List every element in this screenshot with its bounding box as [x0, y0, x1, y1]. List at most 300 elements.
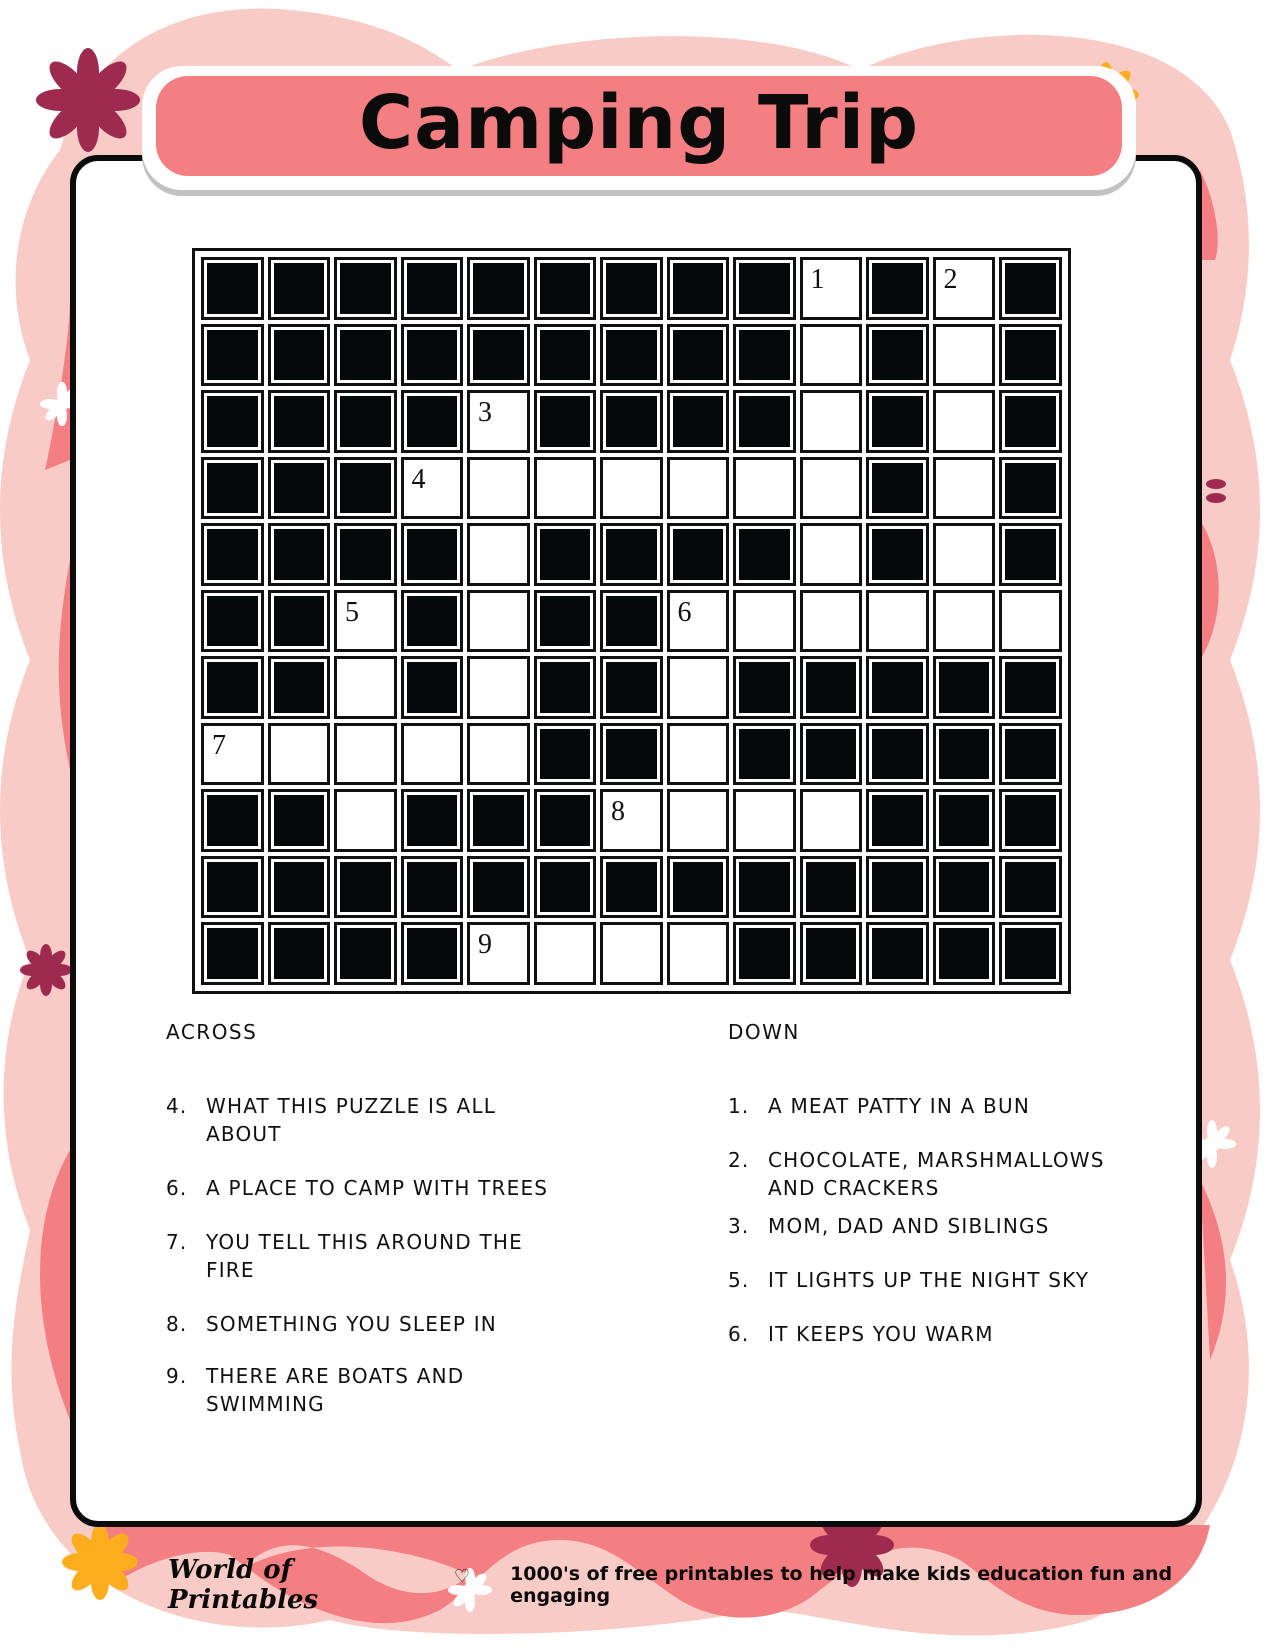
cell-box: [534, 856, 597, 919]
cell-box: [401, 856, 464, 919]
grid-cell-open[interactable]: [731, 455, 798, 522]
grid-cell-blocked: [199, 322, 266, 389]
grid-cell-blocked: [465, 787, 532, 854]
grid-cell-blocked: [997, 787, 1064, 854]
clue-item-text: IT LIGHTS UP THE NIGHT SKY: [768, 1268, 1090, 1292]
grid-cell-blocked: [266, 521, 333, 588]
clue-number: 8: [611, 796, 625, 827]
cell-box: [334, 590, 397, 653]
cell-box: [334, 656, 397, 719]
cell-box: [268, 523, 331, 586]
cell-box: [534, 723, 597, 786]
grid-cell-open[interactable]: [399, 455, 466, 522]
grid-cell-blocked: [997, 388, 1064, 455]
cell-box: [201, 324, 264, 387]
grid-cell-open[interactable]: [332, 654, 399, 721]
grid-cell-open[interactable]: [665, 588, 732, 655]
grid-cell-open[interactable]: [931, 322, 998, 389]
clue-item: [166, 1174, 566, 1202]
grid-cell-blocked: [731, 920, 798, 987]
grid-cell-blocked: [731, 521, 798, 588]
cell-box: [334, 856, 397, 919]
cell-box: [866, 390, 929, 453]
cell-box: [600, 257, 663, 320]
crossword-grid: [199, 255, 1064, 987]
clue-item: [728, 1320, 1128, 1348]
cell-box: [866, 723, 929, 786]
grid-cell-open[interactable]: [665, 455, 732, 522]
grid-cell-blocked: [598, 854, 665, 921]
heart-icon: ♡: [453, 1565, 471, 1587]
cell-box: [800, 723, 863, 786]
cell-box: [401, 390, 464, 453]
cell-box: [999, 324, 1062, 387]
grid-cell-blocked: [731, 322, 798, 389]
cell-box: [933, 922, 996, 985]
cell-box: [201, 856, 264, 919]
grid-cell-open[interactable]: [931, 255, 998, 322]
grid-cell-blocked: [931, 920, 998, 987]
grid-cell-blocked: [997, 854, 1064, 921]
grid-cell-open[interactable]: [532, 920, 599, 987]
cell-box: [733, 257, 796, 320]
cell-box: [534, 590, 597, 653]
cell-box: [401, 656, 464, 719]
cell-box: [800, 789, 863, 852]
grid-cell-open[interactable]: [798, 521, 865, 588]
grid-cell-open[interactable]: [665, 721, 732, 788]
clue-item-number: 3.: [728, 1214, 750, 1238]
grid-cell-blocked: [399, 787, 466, 854]
cell-box: [733, 590, 796, 653]
clue-item: [728, 1092, 1128, 1120]
cell-box: [600, 523, 663, 586]
grid-cell-blocked: [864, 654, 931, 721]
cell-box: [467, 590, 530, 653]
grid-cell-blocked: [598, 521, 665, 588]
grid-cell-blocked: [532, 654, 599, 721]
grid-cell-blocked: [532, 787, 599, 854]
cell-box: [201, 922, 264, 985]
cell-box: [467, 523, 530, 586]
footer-tagline: 1000's of free printables to help make kids education fun and engaging: [510, 1563, 1173, 1607]
grid-cell-blocked: [931, 721, 998, 788]
grid-cell-open[interactable]: [266, 721, 333, 788]
cell-box: [733, 656, 796, 719]
clue-item-text: MOM, DAD AND SIBLINGS: [768, 1214, 1050, 1238]
cell-box: [933, 457, 996, 520]
grid-cell-blocked: [399, 920, 466, 987]
grid-cell-open[interactable]: [931, 388, 998, 455]
grid-cell-blocked: [266, 322, 333, 389]
grid-cell-open[interactable]: [665, 787, 732, 854]
grid-cell-blocked: [598, 654, 665, 721]
cell-box: [334, 324, 397, 387]
grid-cell-blocked: [266, 588, 333, 655]
grid-cell-blocked: [532, 255, 599, 322]
cell-box: [467, 257, 530, 320]
down-clues: [728, 1020, 1128, 1374]
cell-box: [534, 922, 597, 985]
grid-cell-open[interactable]: [931, 455, 998, 522]
grid-cell-blocked: [731, 388, 798, 455]
grid-cell-blocked: [332, 322, 399, 389]
cell-box: [733, 390, 796, 453]
grid-cell-blocked: [931, 787, 998, 854]
cell-box: [667, 390, 730, 453]
grid-cell-blocked: [266, 654, 333, 721]
clue-number: 2: [943, 264, 958, 295]
grid-cell-blocked: [266, 388, 333, 455]
cell-box: [268, 856, 331, 919]
cell-box: [401, 922, 464, 985]
grid-cell-blocked: [731, 721, 798, 788]
clue-item: [728, 1146, 1128, 1202]
cell-box: [600, 922, 663, 985]
title-banner: [142, 66, 1136, 190]
cell-box: [800, 922, 863, 985]
cell-box: [268, 324, 331, 387]
grid-cell-open[interactable]: [798, 322, 865, 389]
grid-cell-blocked: [532, 322, 599, 389]
cell-box: [334, 457, 397, 520]
grid-cell-blocked: [798, 854, 865, 921]
cell-box: [401, 257, 464, 320]
grid-cell-blocked: [731, 255, 798, 322]
clue-item-number: 4.: [166, 1094, 188, 1118]
grid-cell-open[interactable]: [864, 588, 931, 655]
grid-cell-blocked: [731, 854, 798, 921]
grid-cell-open[interactable]: [798, 588, 865, 655]
grid-cell-blocked: [266, 920, 333, 987]
grid-cell-blocked: [332, 388, 399, 455]
grid-cell-blocked: [598, 255, 665, 322]
brand-logo: World of Printables: [168, 1555, 319, 1615]
cell-box: [733, 789, 796, 852]
grid-cell-blocked: [798, 721, 865, 788]
grid-cell-blocked: [465, 854, 532, 921]
clue-number: 9: [478, 929, 492, 960]
grid-cell-blocked: [997, 920, 1064, 987]
clue-number: 4: [411, 463, 426, 495]
cell-box: [933, 390, 996, 453]
grid-cell-blocked: [598, 721, 665, 788]
cell-box: [534, 457, 597, 520]
clue-item-number: 1.: [728, 1094, 750, 1118]
clue-number: 1: [810, 264, 825, 295]
grid-cell-blocked: [399, 654, 466, 721]
clue-number: 3: [478, 397, 492, 428]
across-clue-list: [166, 1092, 566, 1418]
clue-item-text: IT KEEPS YOU WARM: [768, 1322, 994, 1346]
cell-box: [600, 656, 663, 719]
cell-box: [999, 789, 1062, 852]
page-title: Camping Trip: [358, 80, 920, 166]
crossword-grid-frame: [192, 248, 1071, 994]
clue-item-text: WHAT THIS PUZZLE IS ALL ABOUT: [206, 1094, 497, 1146]
cell-box: [600, 324, 663, 387]
cell-box: [600, 457, 663, 520]
grid-cell-open[interactable]: [798, 455, 865, 522]
cell-box: [268, 257, 331, 320]
cell-box: [534, 390, 597, 453]
grid-cell-blocked: [864, 521, 931, 588]
cell-box: [800, 457, 863, 520]
grid-cell-open[interactable]: [332, 787, 399, 854]
cell-box: [201, 723, 264, 786]
grid-cell-blocked: [665, 255, 732, 322]
cell-box: [667, 789, 730, 852]
cell-box: [866, 590, 929, 653]
grid-cell-blocked: [399, 854, 466, 921]
across-heading: ACROSS: [166, 1020, 258, 1044]
cell-box: [999, 656, 1062, 719]
cell-box: [933, 324, 996, 387]
grid-cell-blocked: [598, 322, 665, 389]
grid-cell-blocked: [399, 588, 466, 655]
grid-cell-blocked: [997, 455, 1064, 522]
cell-box: [401, 590, 464, 653]
grid-cell-blocked: [199, 654, 266, 721]
cell-box: [800, 523, 863, 586]
grid-cell-blocked: [665, 322, 732, 389]
grid-cell-open[interactable]: [465, 920, 532, 987]
cell-box: [866, 523, 929, 586]
cell-box: [268, 922, 331, 985]
cell-box: [268, 390, 331, 453]
cell-box: [201, 590, 264, 653]
cell-box: [401, 789, 464, 852]
cell-box: [467, 723, 530, 786]
cell-box: [667, 324, 730, 387]
cell-box: [999, 523, 1062, 586]
grid-cell-blocked: [266, 255, 333, 322]
grid-cell-blocked: [199, 854, 266, 921]
grid-cell-open[interactable]: [332, 721, 399, 788]
grid-cell-open[interactable]: [798, 388, 865, 455]
grid-cell-open[interactable]: [532, 455, 599, 522]
grid-cell-open[interactable]: [598, 787, 665, 854]
grid-cell-blocked: [864, 255, 931, 322]
grid-cell-blocked: [997, 654, 1064, 721]
cell-box: [733, 523, 796, 586]
clue-item-number: 9.: [166, 1364, 188, 1388]
cell-box: [866, 324, 929, 387]
cell-box: [667, 523, 730, 586]
clue-item: [166, 1362, 566, 1418]
grid-cell-blocked: [864, 388, 931, 455]
cell-box: [667, 656, 730, 719]
cell-box: [334, 789, 397, 852]
cell-box: [467, 856, 530, 919]
cell-box: [201, 789, 264, 852]
cell-box: [534, 324, 597, 387]
cell-box: [933, 590, 996, 653]
grid-cell-open[interactable]: [997, 588, 1064, 655]
grid-cell-blocked: [199, 388, 266, 455]
footer: [168, 1555, 1276, 1615]
cell-box: [667, 723, 730, 786]
grid-cell-open[interactable]: [332, 588, 399, 655]
cell-box: [733, 723, 796, 786]
grid-cell-blocked: [864, 455, 931, 522]
cell-box: [933, 723, 996, 786]
cell-box: [201, 523, 264, 586]
cell-box: [999, 257, 1062, 320]
grid-cell-open[interactable]: [731, 588, 798, 655]
clue-number: 6: [677, 596, 692, 628]
grid-cell-blocked: [864, 322, 931, 389]
cell-box: [800, 390, 863, 453]
cell-box: [467, 656, 530, 719]
cell-box: [667, 590, 730, 653]
grid-cell-open[interactable]: [465, 588, 532, 655]
grid-cell-open[interactable]: [465, 388, 532, 455]
cell-box: [401, 723, 464, 786]
cell-box: [268, 723, 331, 786]
grid-cell-blocked: [931, 654, 998, 721]
cell-box: [467, 457, 530, 520]
clue-item-number: 5.: [728, 1268, 750, 1292]
cell-box: [933, 789, 996, 852]
grid-cell-open[interactable]: [798, 787, 865, 854]
cell-box: [600, 723, 663, 786]
clue-item-text: YOU TELL THIS AROUND THE FIRE: [206, 1230, 523, 1282]
cell-box: [467, 789, 530, 852]
clue-item-number: 7.: [166, 1230, 188, 1254]
grid-cell-open[interactable]: [665, 654, 732, 721]
cell-box: [933, 656, 996, 719]
cell-box: [999, 457, 1062, 520]
clue-item-number: 6.: [728, 1322, 750, 1346]
cell-box: [866, 922, 929, 985]
grid-cell-blocked: [399, 322, 466, 389]
cell-box: [866, 257, 929, 320]
cell-box: [334, 257, 397, 320]
cell-box: [600, 789, 663, 852]
cell-box: [334, 523, 397, 586]
grid-cell-open[interactable]: [798, 255, 865, 322]
grid-cell-blocked: [997, 521, 1064, 588]
cell-box: [401, 324, 464, 387]
across-clues: [166, 1020, 566, 1444]
grid-cell-open[interactable]: [665, 920, 732, 987]
cell-box: [866, 789, 929, 852]
grid-cell-open[interactable]: [199, 721, 266, 788]
cell-box: [201, 457, 264, 520]
cell-box: [334, 723, 397, 786]
cell-box: [268, 656, 331, 719]
clue-item: [728, 1266, 1128, 1294]
grid-cell-blocked: [532, 521, 599, 588]
grid-cell-blocked: [864, 787, 931, 854]
grid-cell-blocked: [665, 388, 732, 455]
grid-cell-open[interactable]: [598, 920, 665, 987]
cell-box: [933, 856, 996, 919]
grid-cell-blocked: [399, 388, 466, 455]
cell-box: [667, 922, 730, 985]
grid-cell-open[interactable]: [399, 721, 466, 788]
cell-box: [733, 457, 796, 520]
clue-item-number: 2.: [728, 1148, 750, 1172]
grid-cell-open[interactable]: [931, 521, 998, 588]
clue-item-number: 6.: [166, 1176, 188, 1200]
clue-item-text: SOMETHING YOU SLEEP IN: [206, 1312, 497, 1336]
title-bar: [156, 76, 1122, 176]
cell-box: [268, 457, 331, 520]
grid-cell-blocked: [332, 920, 399, 987]
grid-cell-open[interactable]: [465, 654, 532, 721]
cell-box: [866, 457, 929, 520]
cell-box: [667, 257, 730, 320]
cell-box: [866, 856, 929, 919]
grid-cell-blocked: [199, 455, 266, 522]
grid-cell-open[interactable]: [465, 455, 532, 522]
clue-item: [166, 1228, 566, 1284]
cell-box: [534, 789, 597, 852]
cell-box: [600, 390, 663, 453]
grid-cell-blocked: [332, 521, 399, 588]
grid-cell-blocked: [199, 521, 266, 588]
cell-box: [999, 723, 1062, 786]
grid-cell-open[interactable]: [465, 721, 532, 788]
cell-box: [667, 856, 730, 919]
grid-cell-blocked: [332, 455, 399, 522]
flower-maroon-top-left: [36, 48, 140, 152]
down-clue-list: [728, 1092, 1128, 1348]
cell-box: [334, 922, 397, 985]
cell-box: [800, 324, 863, 387]
grid-cell-blocked: [199, 787, 266, 854]
grid-cell-blocked: [798, 654, 865, 721]
grid-cell-blocked: [266, 455, 333, 522]
cell-box: [401, 523, 464, 586]
grid-cell-open[interactable]: [465, 521, 532, 588]
cell-box: [866, 656, 929, 719]
cell-box: [600, 856, 663, 919]
cell-box: [733, 856, 796, 919]
cell-box: [733, 922, 796, 985]
grid-cell-blocked: [997, 255, 1064, 322]
cell-box: [999, 922, 1062, 985]
grid-cell-blocked: [665, 854, 732, 921]
clue-number: 5: [345, 596, 359, 628]
clue-item-text: A MEAT PATTY IN A BUN: [768, 1094, 1030, 1118]
cell-box: [534, 656, 597, 719]
clue-item: [166, 1092, 566, 1148]
grid-cell-open[interactable]: [598, 455, 665, 522]
down-heading: DOWN: [728, 1020, 800, 1044]
grid-cell-blocked: [399, 521, 466, 588]
cell-box: [534, 523, 597, 586]
grid-cell-blocked: [532, 588, 599, 655]
grid-cell-blocked: [532, 721, 599, 788]
cell-box: [999, 590, 1062, 653]
grid-cell-blocked: [598, 388, 665, 455]
clue-number: 7: [212, 729, 226, 761]
grid-cell-blocked: [332, 854, 399, 921]
grid-cell-blocked: [532, 388, 599, 455]
cell-box: [933, 257, 996, 320]
grid-cell-blocked: [199, 588, 266, 655]
grid-cell-blocked: [864, 721, 931, 788]
grid-cell-blocked: [931, 854, 998, 921]
cell-box: [800, 856, 863, 919]
grid-cell-open[interactable]: [931, 588, 998, 655]
grid-cell-open[interactable]: [731, 787, 798, 854]
cell-box: [800, 257, 863, 320]
grid-cell-blocked: [465, 322, 532, 389]
